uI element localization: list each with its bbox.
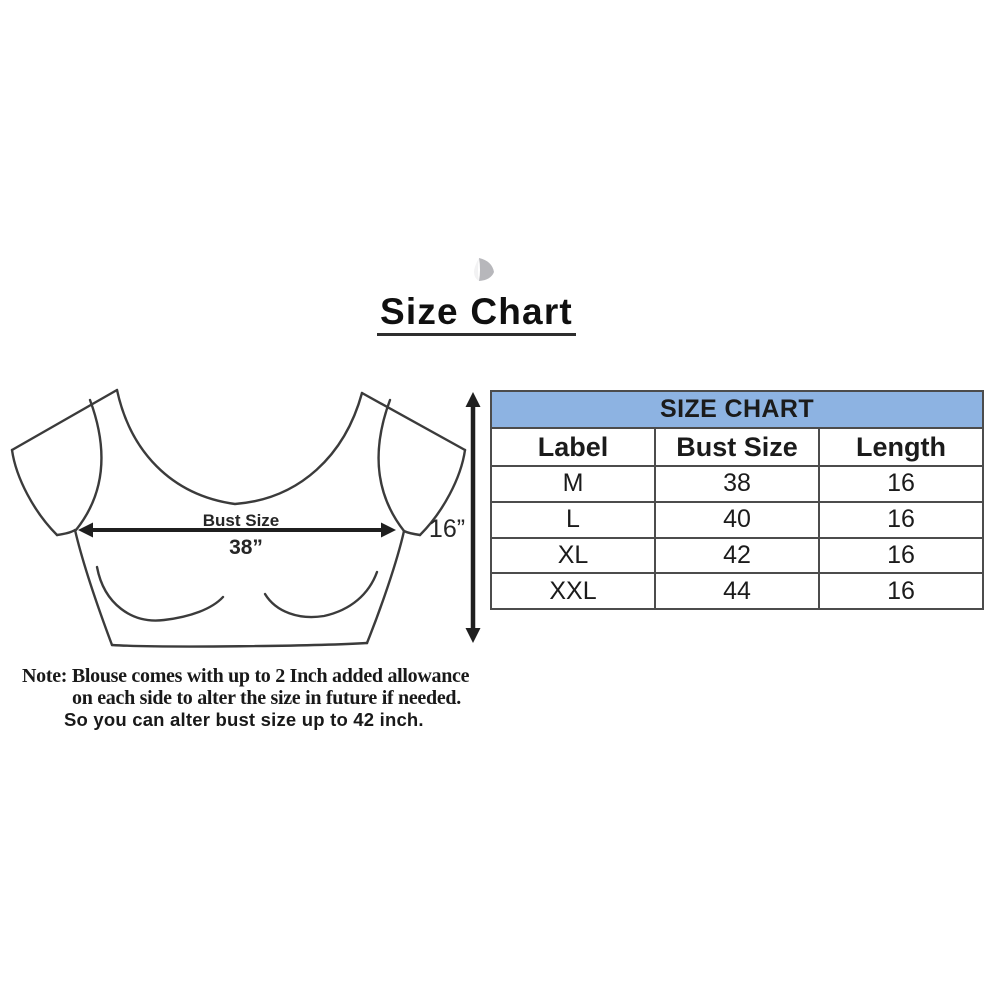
cell-length: 16 (819, 502, 983, 538)
cell-length: 16 (819, 538, 983, 574)
bust-curves (97, 567, 377, 621)
cell-bust: 44 (655, 573, 819, 609)
length-arrow (466, 392, 481, 643)
table-title: SIZE CHART (491, 391, 983, 428)
cell-label: L (491, 502, 655, 538)
cell-length: 16 (819, 573, 983, 609)
length-value: 16” (428, 515, 466, 543)
title-wrap (377, 292, 576, 336)
table-row (491, 538, 983, 574)
size-chart-table (490, 390, 984, 610)
header-bust-size: Bust Size (655, 428, 819, 466)
blouse-measurement-diagram (0, 380, 490, 670)
cell-label: XL (491, 538, 655, 574)
header-length: Length (819, 428, 983, 466)
artifact-gray-half-disc (479, 258, 494, 281)
cell-label: M (491, 466, 655, 502)
page-title: Size Chart (377, 292, 576, 336)
cell-bust: 42 (655, 538, 819, 574)
bust-size-label: Bust Size (202, 511, 280, 530)
table-title-row (491, 391, 983, 428)
cell-bust: 38 (655, 466, 819, 502)
cell-label: XXL (491, 573, 655, 609)
note-line-1: Note: Blouse comes with up to 2 Inch added allowance (22, 665, 470, 687)
allowance-note (22, 665, 484, 731)
table-row (491, 573, 983, 609)
table-row (491, 466, 983, 502)
note-line-3: So you can alter bust size up to 42 inch. (64, 709, 424, 730)
table-row (491, 502, 983, 538)
bust-size-value: 38” (229, 536, 263, 559)
cell-length: 16 (819, 466, 983, 502)
artifact-faint-crescent (474, 258, 479, 281)
note-line-2: on each side to alter the size in future if needed. (72, 687, 461, 709)
watermark-artifact-icon (455, 245, 510, 295)
table-header-row (491, 428, 983, 466)
header-label: Label (491, 428, 655, 466)
cell-bust: 40 (655, 502, 819, 538)
